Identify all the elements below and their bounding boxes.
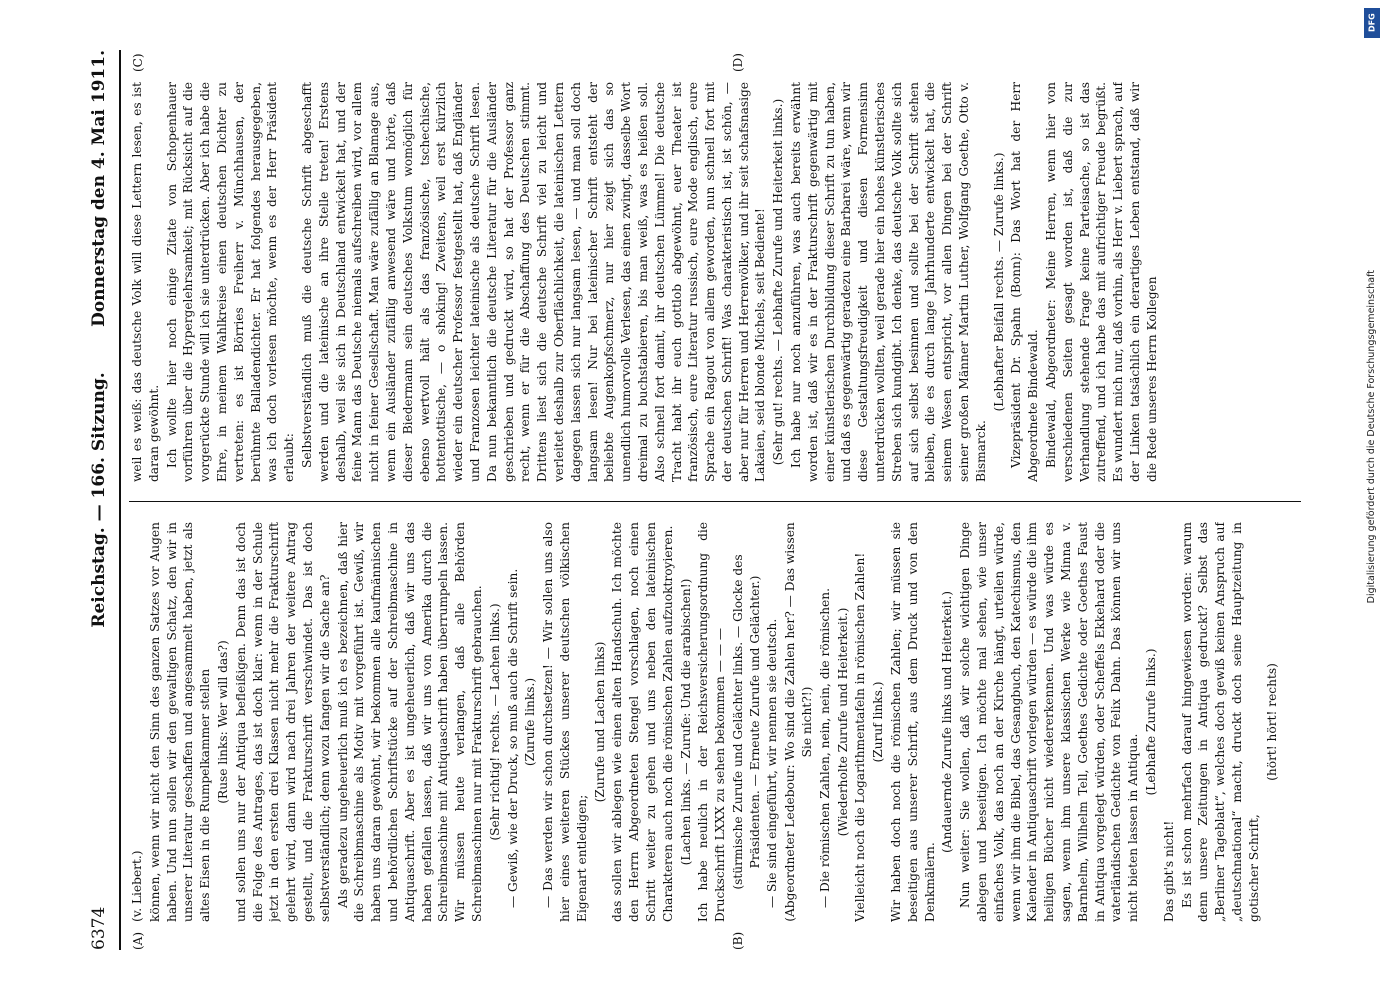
interjection: (hört! hört! rechts) xyxy=(1264,663,1279,781)
paragraph: Vizepräsident Dr. Spahn (Bonn): Das Wort hat der Herr Abgeordnete Bindewald. xyxy=(1009,82,1041,482)
interjection: (Lebhafte Zurufe links.) xyxy=(1144,648,1159,796)
session-date: Donnerstag den 4. Mai 1911. xyxy=(89,50,109,327)
paragraph: Vielleicht noch die Logarithmentafeln in römischen Zahlen! xyxy=(853,552,868,922)
paragraph: Nun weiter: Sie wollen, daß wir solche wichtigen Dinge ablegen und beseitigen. Ich möchte mal sehen, wie unser einfaches Volk, das noch an der Kirche hängt, urteilen würde, wenn wir ihm die Bibel, das Gesangbuch, den Katechismus, den Kalender in Antiquaschrift vorlegen würden — es würde die ihm heiligen Bücher nicht wiedererkennen. Und was würde es sagen, wenn ihm unsere klassischen Werke wie Minna v. Barnhelm, Wilhelm Tell, Goethes Gedichte oder Goethes Faust in Antiqua vorgelegt würden, oder Scheffels Ekkehard oder die vaterländischen Gedichte von Felix Dahn. Das können wir uns nicht bieten lassen in Antiqua. xyxy=(958,522,1141,922)
newspaper-page xyxy=(71,50,1311,950)
margin-marker-c: (C) xyxy=(131,53,145,72)
interjection: (Sehr richtig! rechts. — Lachen links.) xyxy=(487,603,502,841)
interjection: (Andauernde Zurufe links und Heiterkeit.) xyxy=(940,591,955,853)
header-rule xyxy=(119,50,121,950)
page-header xyxy=(89,50,115,950)
interjection: (Zurufe und Lachen links) xyxy=(592,641,607,803)
margin-marker-d: (D) xyxy=(731,53,745,72)
paragraph: und sollen uns nur der Antiqua befleißigen. Denn das ist doch die Folge des Antrages, das ist doch klar: wenn in der Schule jetzt in den ersten drei Klassen nicht mehr die Frakturschrift gelehrt wird, dann wird nach drei Jahren der weitere Antrag gestellt, und die Frakturschrift verschwindet. Das ist doch selbstverständlich; denn wozu fangen wir die Sache an? xyxy=(233,522,332,922)
margin-marker-b: (B) xyxy=(731,931,745,950)
session-title: Reichstag. — 166. Sitzung. xyxy=(89,372,109,628)
paragraph: (v. Liebert.) xyxy=(130,850,144,922)
interjection: (Ruse links: Wer will das?) xyxy=(215,640,230,804)
paragraph: — Sie sind eingeführt, wir nennen sie deutsch. xyxy=(765,618,780,908)
paragraph: können, wenn wir nicht den Sinn des ganzen Satzes vor Augen haben. Und nun sollen wir den gewaltigen Schatz, den wir in unserer Literatur geschaffen und angesammelt haben, jetzt als altes Eisen in die Rumpelkammer stellen xyxy=(147,522,213,922)
column-divider xyxy=(129,501,1301,502)
paragraph: weil es weiß: das deutsche Volk will diese Lettern lesen, es ist daran gewöhnt. xyxy=(130,82,161,482)
digitization-credit: Digitalisierung gefördert durch die Deutsche Forschungsgemeinschaft xyxy=(1366,270,1377,604)
margin-marker-a: (A) xyxy=(131,931,145,950)
left-column xyxy=(129,522,1301,922)
interjection: (Sehr gut! rechts. — Lebhafte Zurufe und Heiterkeit links.) xyxy=(771,98,786,466)
interjection: (stürmische Zurufe und Gelächter links. — Glocke des Präsidenten. — Erneute Zurufe und Gelächter.) xyxy=(730,554,762,890)
paragraph: Es ist schon mehrfach darauf hingewiesen worden: warum denn unsere Zeitungen in Antiqua gedruckt? Selbst das „Berliner Tageblatt“, welches doch gewiß keinen Anspruch auf „deutschnational“ macht, druckt doch seine Hauptzeitung in gotischer Schrift, xyxy=(1179,522,1261,922)
paragraph: Ich habe nur noch anzuführen, was auch bereits erwähnt worden ist, daß wir es in der Frakturschrift gegenwärtig mit einer künstlerischen Durchbildung dieser Schrift zu tun haben, und daß es gegenwärtig geradezu eine Barbarei wäre, wenn wir diese Gestaltungsfreudigkeit und diesen Formensinn unterdrücken wollten, weil gerade hier ein hohes künstlerisches Streben sich kundgibt. Ich denke, das deutsche Volk sollte sich auf sich selbst besinnen und sollte bei der Schrift stehen bleiben, die es durch lange Jahrhunderte entwickelt hat, die seinem Wesen entspricht, vor allen Dingen bei der Schrift seiner großen Männer Martin Luther, Wolfgang Goethe, Otto v. Bismarck. xyxy=(789,82,988,482)
paragraph: Ich wollte hier noch einige Zitate von Schopenhauer vorführen über die Hypergelehrsamkeit; mit Rücksicht auf die vorgerückte Stunde will ich sie unterdrücken. Aber ich habe die Ehre, in meinem Wahlkreise einen deutschen Dichter zu vertreten: es ist Börries Freiherr v. Münchhausen, der berühmte Balladendichter. Er hat folgendes herausgegeben, was ich doch vorlesen möchte, wenn es der Herr Präsident erlaubt: xyxy=(164,82,297,482)
paragraph: — Gewiß, wie der Druck, so muß auch die Schrift sein. xyxy=(505,568,520,908)
paragraph: Selbstverständlich muß die deutsche Schrift abgeschafft werden und die lateinische an ihre Stelle treten! Erstens deshalb, weil sie sich in Deutschland entwickelt hat, und der feine Mann das Deutsche niemals aufschreiben wird, vor allem nicht in feiner Gesellschaft. Man wäre zufällig an Blamage aus, wenn ein Ausländer zufällig anwesend wäre und hörte, daß dieser Biedermann sein deutsches Volkstum womöglich für ebenso wertvoll hält als das französische, tschechische, hottentottische, — o shoking! Zweitens, weil erst kürzlich wieder ein deutscher Professor festgestellt hat, daß Engländer und Franzosen leichter lateinische als deutsche Schrift lesen. Da nun bekanntlich die deutsche Literatur für die Ausländer geschrieben und gedruckt wird, so hat der Professor ganz recht, wenn er für die Abschaffung des Deutschen stimmt. Drittens liest sich die deutsche Schrift viel zu leicht und verleitet deshalb zur Oberflächlichkeit, die lateinischen Lettern dagegen lassen sich nur langsam lesen, — und man soll doch langsam lesen! Nur bei lateinischer Schrift entsteht der beliebte Augenkopfschmerz, nur hier zeigt sich das so unendlich humorvolle Verlesen, das einen zwingt, dasselbe Wort dreimal zu buchstabieren, bis man weiß, was es heißen soll. Also schnell fort damit, ihr deutschen Lümmel! Die deutsche Tracht habt ihr euch gottlob abgewöhnt, euer Theater ist französisch, eure Literatur russisch, eure Mode englisch, eure Sprache ein Ragout von allem geworden, nun schnell fort mit der deutschen Schrift! Was charakteristisch ist, ist schön, — aber nur für Herren und Herrenvölker, und ihr seit schafsnasige Lakaien, seid blonde Michels, seit Bediente! xyxy=(299,82,768,482)
right-column xyxy=(129,82,1301,482)
interjection: (Lachen links. — Zurufe: Und die arabischen!) xyxy=(678,578,693,866)
paragraph: — Das werden wir schon durchsetzen! — Wir sollen uns also hier eines weiteren Stückes unserer deutschen völkischen Eigenart entledigen; xyxy=(541,522,589,922)
paragraph: das sollen wir ablegen wie einen alten Handschuh. Ich möchte den Herrn Abgeordneten Stengel vorschlagen, noch einen Schritt weiter zu gehen und uns neben den lateinischen Charakteren auch noch die römischen Zahlen aufzuoktroyieren. xyxy=(610,522,675,922)
interjection: (Abgeordneter Ledebour: Wo sind die Zahlen her? — Das wissen Sie nicht?!) xyxy=(783,522,815,922)
page-number: 6374 xyxy=(89,906,109,950)
interjection: (Lebhafter Beifall rechts. — Zurufe links.) xyxy=(991,152,1006,412)
paragraph: Das gibt's nicht! xyxy=(1161,820,1176,922)
paragraph: Ich habe neulich in der Reichsversicherungsordnung die Druckschrift LXXX zu sehen bekommen — — — xyxy=(696,522,728,922)
paragraph: Als geradezu ungeheuerlich muß ich es bezeichnen, daß hier die Schreibmaschine als Motiv mit vorgeführt ist. Gewiß, wir haben uns daran gewöhnt, wir bekommen alle kaufmännischen und behördlichen Schriftstücke auf der Schreibmaschine in Antiquaschrift. Aber es ist ungeheuerlich, daß wir uns das haben gefallen lassen, daß wir uns von Amerika durch die Schreibmaschine mit Antiquaschrift haben überrumpeln lassen. Wir müssen heute verlangen, daß alle Behörden Schreibmaschinen nur mit Frakturschrift gebrauchen. xyxy=(335,522,484,922)
interjection: (Wiederholte Zurufe und Heiterkeit.) xyxy=(835,607,850,837)
interjection: (Zuruf links.) xyxy=(871,681,886,763)
paragraph: Bindewald, Abgeordneter: Meine Herren, wenn hier von verschiedenen Seiten gesagt worden ist, daß die zur Verhandlung stehende Frage keine Parteisache, so ist das zutreffend, und ich habe das mit aufrichtiger Freude begrüßt. Es wundert mich nur, daß vorhin, als Herr v. Liebert sprach, auf der Linken tatsächlich ein derartiges Leben entstand, daß wir die Rede unseres Herrn Kollegen xyxy=(1044,82,1159,482)
paragraph: Wir haben doch noch die römischen Zahlen; wir müssen sie beseitigen aus unserer Schrift, aus dem Druck und von den Denkmälern. xyxy=(889,522,937,922)
paragraph: — Die römischen Zahlen, nein, nein, die römischen. xyxy=(817,588,832,908)
interjection: (Zurufe links.) xyxy=(523,677,538,767)
dfg-logo: DFG xyxy=(1364,8,1380,38)
